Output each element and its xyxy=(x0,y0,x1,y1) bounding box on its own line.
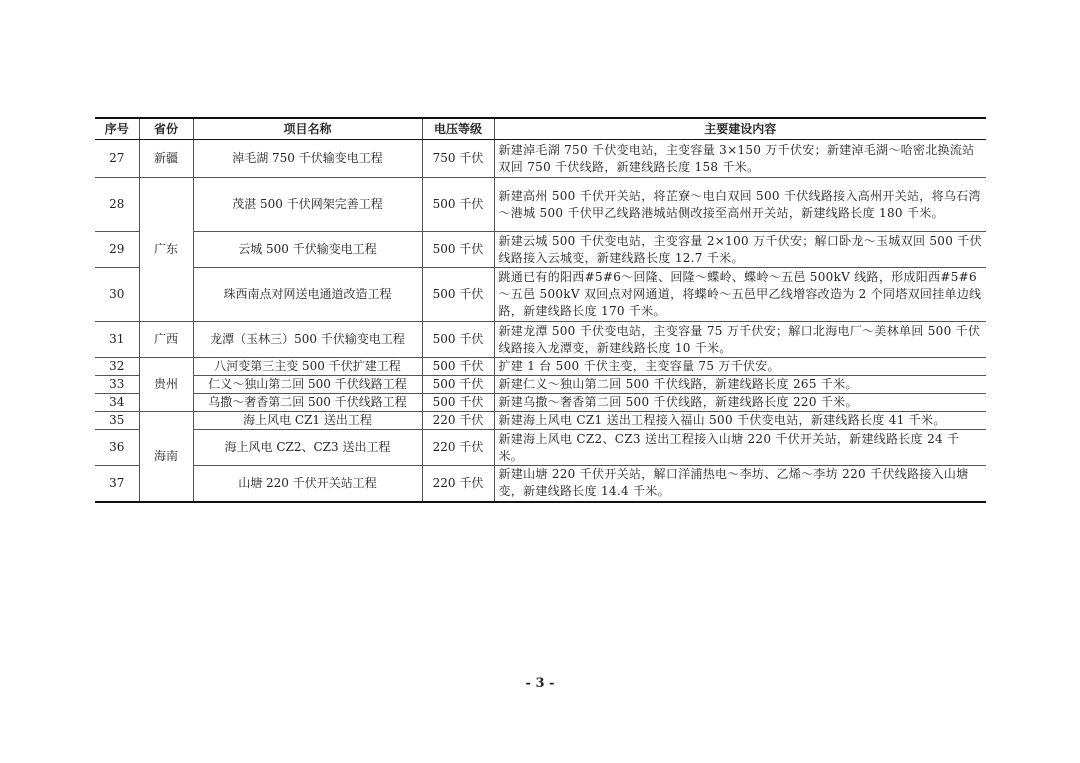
row-number: 27 xyxy=(95,140,139,178)
table-row xyxy=(95,466,986,502)
row-voltage: 500 千伏 xyxy=(422,268,494,322)
row-content: 新建乌撒～奢香第二回 500 千伏线路，新建线路长度 220 千米。 xyxy=(494,394,986,412)
row-voltage: 220 千伏 xyxy=(422,430,494,466)
table-row xyxy=(95,268,986,322)
row-content: 新建仁义～独山第二回 500 千伏线路，新建线路长度 265 千米。 xyxy=(494,376,986,394)
row-project-name: 八河变第三主变 500 千伏扩建工程 xyxy=(193,358,422,376)
row-voltage: 500 千伏 xyxy=(422,394,494,412)
row-voltage: 220 千伏 xyxy=(422,412,494,430)
row-province: 广东 xyxy=(139,178,193,322)
header-province: 省份 xyxy=(139,118,193,140)
table-row xyxy=(95,178,986,232)
row-voltage: 500 千伏 xyxy=(422,232,494,268)
table-row xyxy=(95,394,986,412)
row-project-name: 仁义～独山第二回 500 千伏线路工程 xyxy=(193,376,422,394)
table-row xyxy=(95,412,986,430)
row-voltage: 500 千伏 xyxy=(422,178,494,232)
row-content: 新建海上风电 CZ1 送出工程接入福山 500 千伏变电站，新建线路长度 41 千米。 xyxy=(494,412,986,430)
row-province: 贵州 xyxy=(139,358,193,412)
row-voltage: 220 千伏 xyxy=(422,466,494,502)
row-project-name: 龙潭（玉林三）500 千伏输变电工程 xyxy=(193,322,422,358)
row-province: 新疆 xyxy=(139,140,193,178)
table-row xyxy=(95,232,986,268)
row-content: 新建海上风电 CZ2、CZ3 送出工程接入山塘 220 千伏开关站，新建线路长度 24 千米。 xyxy=(494,430,986,466)
row-project-name: 茂湛 500 千伏网架完善工程 xyxy=(193,178,422,232)
header-row xyxy=(95,118,986,140)
row-number: 34 xyxy=(95,394,139,412)
row-number: 33 xyxy=(95,376,139,394)
row-project-name: 海上风电 CZ1 送出工程 xyxy=(193,412,422,430)
row-content: 跳通已有的阳西#5#6～回隆、回隆～蝶岭、蝶岭～五邑 500kV 线路，形成阳西#5#6～五邑 500kV 双回点对网通道，将蝶岭～五邑甲乙线增容改造为 2 个同塔双回挂单边线路，新建线路长度 170 千米。 xyxy=(494,268,986,322)
row-project-name: 乌撒～奢香第二回 500 千伏线路工程 xyxy=(193,394,422,412)
row-content: 新建龙潭 500 千伏变电站，主变容量 75 万千伏安；解口北海电厂～美林单回 500 千伏线路接入龙潭变，新建线路长度 10 千米。 xyxy=(494,322,986,358)
row-number: 35 xyxy=(95,412,139,430)
row-number: 29 xyxy=(95,232,139,268)
table-row xyxy=(95,140,986,178)
table-row xyxy=(95,358,986,376)
row-province: 海南 xyxy=(139,412,193,502)
table-row xyxy=(95,376,986,394)
row-voltage: 750 千伏 xyxy=(422,140,494,178)
row-project-name: 山塘 220 千伏开关站工程 xyxy=(193,466,422,502)
row-project-name: 云城 500 千伏输变电工程 xyxy=(193,232,422,268)
table-row xyxy=(95,430,986,466)
row-voltage: 500 千伏 xyxy=(422,358,494,376)
table-header xyxy=(95,118,986,140)
header-voltage: 电压等级 xyxy=(422,118,494,140)
row-content: 新建高州 500 千伏开关站，将芷寮～电白双回 500 千伏线路接入高州开关站，将乌石湾～港城 500 千伏甲乙线路港城站侧改接至高州开关站，新建线路长度 180 千米。 xyxy=(494,178,986,232)
row-number: 28 xyxy=(95,178,139,232)
header-content: 主要建设内容 xyxy=(494,118,986,140)
row-project-name: 珠西南点对网送电通道改造工程 xyxy=(193,268,422,322)
projects-table xyxy=(95,117,986,503)
row-project-name: 海上风电 CZ2、CZ3 送出工程 xyxy=(193,430,422,466)
row-number: 37 xyxy=(95,466,139,502)
row-content: 新建云城 500 千伏变电站，主变容量 2×100 万千伏安；解口卧龙～玉城双回 500 千伏线路接入云城变，新建线路长度 12.7 千米。 xyxy=(494,232,986,268)
header-project-name: 项目名称 xyxy=(193,118,422,140)
header-no: 序号 xyxy=(95,118,139,140)
table-body xyxy=(95,140,986,502)
row-voltage: 500 千伏 xyxy=(422,376,494,394)
row-number: 36 xyxy=(95,430,139,466)
row-number: 32 xyxy=(95,358,139,376)
row-number: 30 xyxy=(95,268,139,322)
row-content: 新建山塘 220 千伏开关站，解口洋浦热电～李坊、乙烯～李坊 220 千伏线路接入山塘变，新建线路长度 14.4 千米。 xyxy=(494,466,986,502)
row-content: 扩建 1 台 500 千伏主变，主变容量 75 万千伏安。 xyxy=(494,358,986,376)
page-number: - 3 - xyxy=(525,676,555,691)
row-voltage: 500 千伏 xyxy=(422,322,494,358)
row-number: 31 xyxy=(95,322,139,358)
row-content: 新建淖毛湖 750 千伏变电站，主变容量 3×150 万千伏安；新建淖毛湖～哈密北换流站双回 750 千伏线路，新建线路长度 158 千米。 xyxy=(494,140,986,178)
row-project-name: 淖毛湖 750 千伏输变电工程 xyxy=(193,140,422,178)
row-province: 广西 xyxy=(139,322,193,358)
table-row xyxy=(95,322,986,358)
